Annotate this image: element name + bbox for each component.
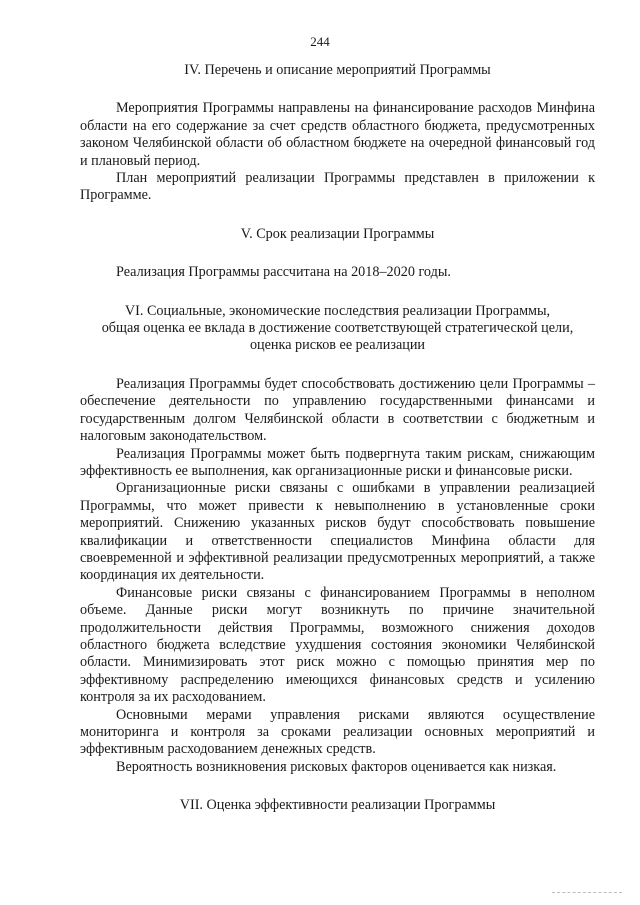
section-iv-heading: IV. Перечень и описание мероприятий Программы — [184, 62, 491, 78]
section-vi-paragraph-4: Финансовые риски связаны с финансированием Программы в неполном объеме. Данные риски могут возникнуть по причине значительной продолжительности действия Программы, возможного снижения доходов областного бюджета вследствие ухудшения состояния экономики Челябинской области. Минимизировать этот риск можно с помощью принятия мер по эффективному распределению имеющихся финансовых средств и усилению контроля за их расходованием. — [80, 584, 595, 706]
section-vi-paragraph-3: Организационные риски связаны с ошибками в управлении реализацией Программы, что может привести к невыполнению в установленные сроки мероприятий. Снижению указанных рисков будут способствовать повышение квалификации и ответственности специалистов Минфина области для своевременной и эффективной реализации предусмотренных мероприятий, а также координация их деятельности. — [80, 480, 595, 584]
section-vi-heading-line-1: VI. Социальные, экономические последствия реализации Программы, — [124, 302, 551, 319]
section-v-paragraph-1: Реализация Программы рассчитана на 2018–2020 годы. — [116, 264, 451, 281]
scan-artifact-line — [552, 891, 622, 893]
section-iv-paragraph-2: План мероприятий реализации Программы представлен в приложении к Программе. — [80, 170, 595, 204]
document-body — [80, 62, 595, 815]
section-vi-heading-line-3: оценка рисков ее реализации — [249, 337, 426, 354]
section-vi-paragraph-5: Основными мерами управления рисками являются осуществление мониторинга и контроля за сроками реализации основных мероприятий и эффективным расходованием денежных средств. — [80, 706, 595, 758]
page-number: 244 — [310, 34, 330, 49]
section-vi-heading-line-2: общая оценка ее вклада в достижение соответствующей стратегической цели, — [101, 320, 574, 337]
section-v-heading: V. Срок реализации Программы — [240, 225, 435, 242]
section-vi-paragraph-2: Реализация Программы может быть подвергнута таким рискам, снижающим эффективность ее выполнения, как организационные риски и финансовые риски. — [80, 445, 595, 479]
section-vi-paragraph-6: Вероятность возникновения рисковых факторов оценивается как низкая. — [116, 758, 557, 775]
section-vi-paragraph-1: Реализация Программы будет способствовать достижению цели Программы – обеспечение деятельности по управлению государственными финансами и государственным долгом Челябинской области в соответствии с бюджетным и налоговым законодательством. — [80, 375, 595, 445]
section-vii-heading: VII. Оценка эффективности реализации Программы — [179, 797, 496, 814]
section-iv-paragraph-1: Мероприятия Программы направлены на финансирование расходов Минфина области на его содержание за счет средств областного бюджета, предусмотренных законом Челябинской области об областном бюджете на очередной финансовый год и плановый период. — [80, 100, 595, 169]
